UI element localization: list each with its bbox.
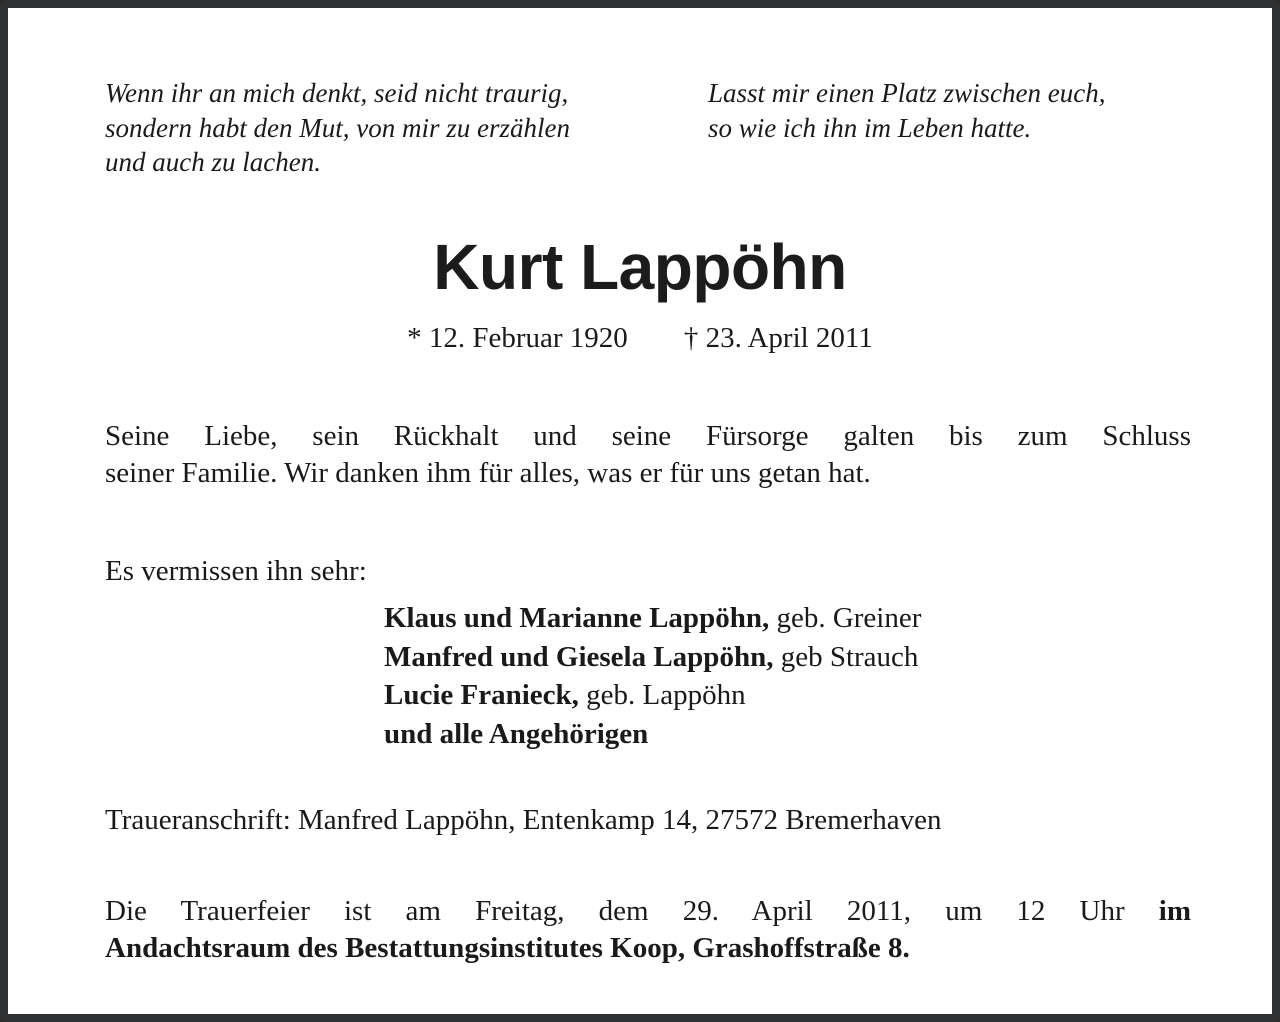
mourner-row — [384, 676, 921, 715]
deceased-name: Kurt Lappöhn — [433, 231, 847, 303]
poem-line: und auch zu lachen. — [105, 147, 321, 177]
mourner-row — [384, 715, 921, 754]
tribute-line: Seine Liebe, sein Rückhalt und seine Fürsorge galten bis zum Schluss — [105, 420, 1191, 452]
ceremony-text: Die Trauerfeier ist am Freitag, dem 29. April 2011, um 12 Uhr — [105, 895, 1159, 927]
tribute-line: seiner Familie. Wir danken ihm für alles, was er für uns getan hat. — [105, 457, 871, 489]
ceremony-notice — [105, 893, 1191, 967]
tribute-text — [105, 418, 1191, 492]
poem-line: so wie ich ihn im Leben hatte. — [708, 112, 1032, 143]
poem-line: sondern habt den Mut, von mir zu erzählen — [105, 112, 570, 143]
mourner-note: geb. Greiner — [769, 602, 922, 634]
poem-line: Wenn ihr an mich denkt, seid nicht traurig, — [105, 78, 569, 108]
ceremony-location-start: im — [1158, 895, 1191, 927]
mourner-note: geb Strauch — [773, 640, 919, 673]
poem-right — [708, 76, 1105, 145]
mourner-name: Klaus und Marianne Lappöhn, — [384, 602, 770, 634]
mourning-address: Traueranschrift: Manfred Lappöhn, Entenkamp 14, 27572 Bremerhaven — [105, 804, 942, 836]
ceremony-location: Andachtsraum des Bestattungsinstitutes Koop, Grashoffstraße 8. — [105, 932, 910, 964]
death-date: † 23. April 2011 — [683, 322, 873, 354]
poem-line: Lasst mir einen Platz zwischen euch, — [708, 78, 1106, 108]
poem-left — [105, 76, 570, 180]
mourner-row — [384, 599, 921, 638]
mourner-name: Lucie Franieck, — [384, 679, 579, 711]
mourner-row — [384, 638, 921, 677]
life-dates — [8, 319, 1272, 357]
mourner-note: geb. Lappöhn — [578, 679, 746, 711]
mourners-list — [384, 599, 921, 753]
mourners-intro: Es vermissen ihn sehr: — [105, 555, 367, 587]
birth-date: * 12. Februar 1920 — [407, 322, 628, 354]
ceremony-line — [105, 893, 1191, 930]
mourner-name: Manfred und Giesela Lappöhn, — [384, 640, 774, 673]
mourner-name: und alle Angehörigen — [384, 717, 649, 750]
